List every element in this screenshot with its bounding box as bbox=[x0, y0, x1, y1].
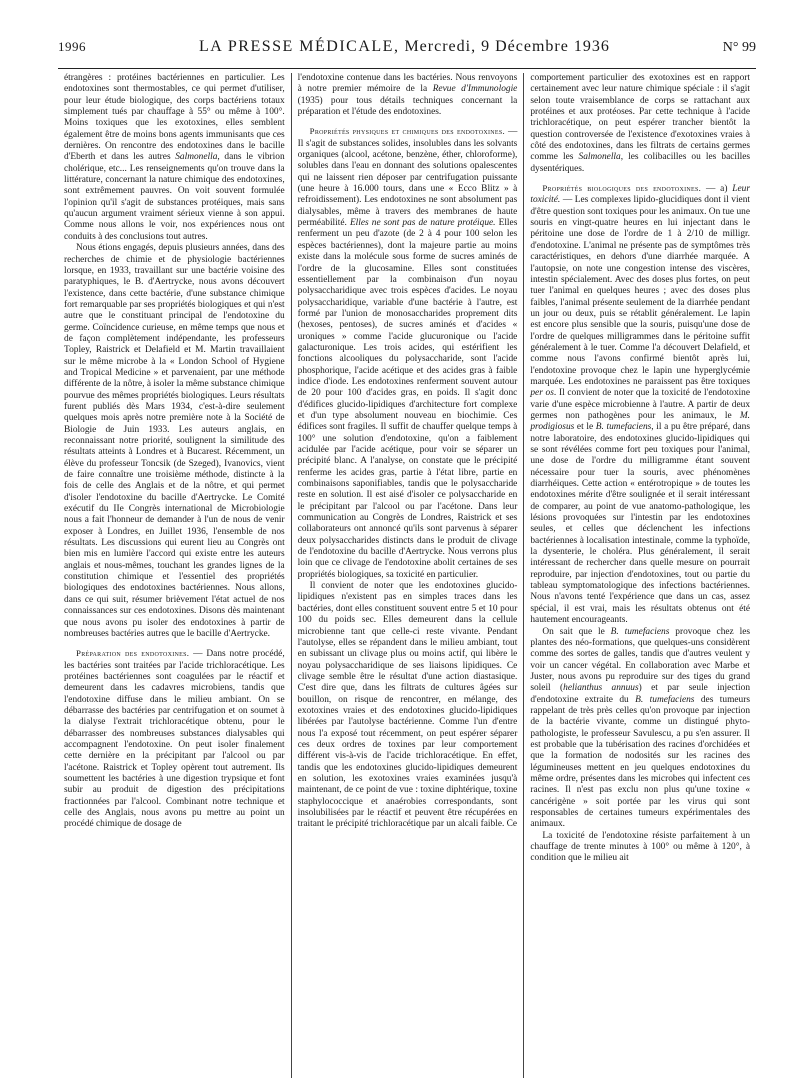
masthead bbox=[199, 38, 610, 56]
page-number: 1996 bbox=[58, 39, 86, 54]
section-heading: Propriétés biologiques des endotoxines. bbox=[542, 183, 702, 194]
paragraph: On sait que le B. tumefaciens provoque chez les plantes des néo-formations, que quelques-uns considèrent comme des sortes de galles, tandis que d'autres veulent y voir un cancer végétal. En collaboration avec Marbe et Juster, nous avons pu reproduire sur des tiges du grand soleil (helianthus annuus) et par seule injection d'endotoxine extraite du B. tumefaciens des tumeurs rappelant de très près celles qu'on provoque par injection de la bactérie vivante, comme un distingué phyto-pathologiste, le professeur Savulescu, a pu s'en assurer. Il est probable que la tubérisation des racines d'orchidées et que la formation de nodosités sur les racines des légumineuses mettent en jeu quelques endotoxines du même ordre, présentes dans les microbes qui infectent ces racines. Il n'est pas exclu non plus qu'une toxine « cancérigène » soit portée par les virus qui sont responsables de certaines tumeurs expérimentales des animaux. bbox=[530, 626, 751, 830]
section-paragraph: Préparation des endotoxines. — Dans notre procédé, les bactéries sont traitées par l'acide trichloracétique. Les protéines bactériennes sont coagulées par le réactif et demeurent dans les cadavres microbiens, tandis que l'endotoxine diffuse dans le milieu ambiant. On se débarrasse des bactéries par centrifugation et on soumet à la dialyse l'extrait trichloracétique obtenu, pour le débarrasser des nombreuses substances dialysables qui accompagnent l'endotoxine. On peut isoler finalement cette dernière en la précipitant par l'alcool ou par l'acétone. Raistrick et Topley opèrent tout autrement. Ils soumettent les bactéries à une digestion trypsique et font subir au produit de digestion des précipitations fractionnées par l'alcool. Combinant notre technique et celle des Anglais, nous avons pu mettre au point un procédé chimique de dosage de bbox=[64, 648, 285, 830]
section-paragraph: Propriétés physiques et chimiques des endotoxines. — Il s'agit de substances solides, insolubles dans les solvants organiques (alcool, acétone, benzène, éther, chloroforme), solubles dans l'eau en donnant des solutions opalescentes qui ne laissent rien déposer par centrifugation puissante (une heure à 16.000 tours, dans une « Ecco Blitz » à refroidissement). Les endotoxines ne sont absolument pas dialysables, même à travers des membranes de haute perméabilité. Elles ne sont pas de nature protéique. Elles renferment un peu d'azote (de 2 à 4 pour 100 selon les espèces bactériennes), dont la majeure partie au moins existe dans la molécule sous forme de sucres aminés de l'ordre de la glucosamine. Elles sont constituées essentiellement par la combinaison d'un noyau polysaccharidique avec trois espèces d'acides. Le noyau polysaccharidique, variable d'une bactérie à l'autre, est formé par l'union de monosaccharides proprement dits (hexoses, pentoses), de sucres aminés et d'acides « uroniques » comme l'acide glucuronique ou l'acide galacturonique. Les trois acides, qui estérifient les fonctions alcooliques du polysaccharide, sont l'acide phosphorique, l'acide acétique et des acides gras à faible indice d'iode. Les endotoxines renferment souvent autour de 20 pour 100 d'acides gras, en poids. Il s'agit donc d'édifices glucido-lipidiques d'architecture fort complexe et d'un type absolument nouveau en biochimie. Ces édifices sont fragiles. Il suffit de chauffer quelque temps à 100° une solution d'endotoxine, qu'on a faiblement acidulée par l'acide acétique, pour voir se séparer un précipité blanc. A l'analyse, on constate que le précipité renferme les acides gras, partie à l'état libre, partie en combinaisons saponifiables, tandis que le polysaccharide reste en solution. Il est aisé d'isoler ce polysaccharide en le précipitant par l'alcool ou par l'acétone. Dans leur communication au Congrès de Londres, Raistrick et ses collaborateurs ont annoncé qu'ils sont parvenus à séparer deux polysaccharides distincts dans le produit de clivage de l'endotoxine du bacille d'Aertrycke. Nous verrons plus loin que ce clivage de l'endotoxine abolit certaines de ses propriétés biologiques, sa toxicité en particulier. bbox=[297, 126, 518, 580]
issue-date: Mercredi, 9 Décembre 1936 bbox=[404, 38, 610, 55]
column-2 bbox=[291, 73, 524, 1078]
paragraph: l'endotoxine contenue dans les bactéries. Nous renvoyons à notre premier mémoire de la Revue d'Immunologie (1935) pour tous détails techniques concernant la préparation et l'étude des endotoxines. bbox=[297, 73, 518, 118]
column-1 bbox=[58, 73, 291, 1078]
article-columns bbox=[58, 73, 756, 1078]
section-heading: Propriétés physiques et chimiques des endotoxines. bbox=[309, 126, 506, 137]
section-paragraph: Propriétés biologiques des endotoxines. — a) Leur toxicité. — Les complexes lipido-glucidiques dont il vient d'être question sont toxiques pour les animaux. On tue une souris en vingt-quatre heures en lui injectant dans le péritoine une dose de l'ordre de 1 à 2/10 de milligr. d'endotoxine. L'animal ne présente pas de symptômes très caractéristiques, en dehors d'une diarrhée marquée. A l'autopsie, on note une congestion intense des viscères, intestin spécialement. Avec des doses plus fortes, on peut tuer l'animal en quelques heures ; avec des doses plus faibles, l'animal présente seulement de la diarrhée pendant un jour ou deux, puis se rétablit généralement. Le lapin est encore plus sensible que la souris, puisqu'une dose de l'ordre de quelques milligrammes dans le péritoine suffit généralement à le tuer. Comme l'a découvert Delafield, et comme nous l'avons confirmé bientôt après lui, l'endotoxine provoque chez le lapin une hyperglycémie marquée. Les endotoxines ne paraissent pas être toxiques per os. Il convient de noter que la toxicité de l'endotoxine varie d'une espèce microbienne à l'autre. A partir de deux germes non pathogènes pour les animaux, le M. prodigiosus et le B. tumefaciens, il a pu être préparé, dans notre laboratoire, des endotoxines glucido-lipidiques qui se sont révélées comme fort peu toxiques pour l'animal, une dose de l'ordre du milligramme étant souvent nécessaire pour tuer la souris, avec phénomènes diarrhéiques. Cette action « entérotropique » de toutes les endotoxines mérite d'être soulignée et il serait intéressant de comparer, au point de vue anatomo-pathologique, les lésions provoquées sur l'intestin par les endotoxines seules, et celles que déclenchent les infections bactériennes à localisation intestinale, comme la typhoïde, la dysenterie, le choléra. Plus généralement, il serait intéressant de rechercher dans quelle mesure on pourrait reproduire, par injection d'endotoxines, tout ou partie du tableau symptomatologique des infections bactériennes. Nous n'avons tenté l'expérience que dans un cas, assez spécial, il est vrai, mais les résultats obtenus ont été hautement encourageants. bbox=[530, 183, 751, 626]
paragraph: Il convient de noter que les endotoxines glucido-lipidiques n'existent pas en simples traces dans les bactéries, dont elles constituent souvent entre 5 et 10 pour 100 du poids sec. Elles demeurent dans la cellule microbienne tant que celle-ci reste vivante. Pendant l'autolyse, elles se répandent dans le milieu ambiant, tout en subissant un clivage plus ou moins actif, qui libère le noyau polysaccharidique de ses liaisons lipidiques. Ce clivage semble être le résultat d'une action diastasique. C'est dire que, dans les filtrats de cultures âgées sur bouillon, on risque de rencontrer, en mélange, des exotoxines vraies et des endotoxines glucido-lipidiques libérées par l'autolyse bactérienne. Comme l'un d'entre nous l'a exposé tout récemment, on peut espérer séparer ces deux ordres de toxines par leur comportement différent vis-à-vis de l'acide trichloracétique. En effet, tandis que les endotoxines glucido-lipidiques demeurent en solution, les exotoxines vraies examinées jusqu'à maintenant, de ce point de vue : toxine diphtérique, toxine staphylococcique et anaérobies correspondants, sont insolubilisées par le réactif et peuvent être récupérées en traitant le précipité trichloracétique par un alcali faible. Ce bbox=[297, 581, 518, 830]
issue-number: N° 99 bbox=[722, 40, 756, 55]
paragraph: Nous étions engagés, depuis plusieurs années, dans des recherches de chimie et de physiologie bactériennes lorsque, en 1933, travaillant sur une bactérie voisine des paratyphiques, le B. d'Aertrycke, nous avons découvert l'existence, dans cette bactérie, d'une substance chimique fort remarquable par ses propriétés biologiques et qui n'est autre que le constituant principal de l'endotoxine du germe. Coïncidence curieuse, en même temps que nous et de façon complètement indépendante, les professeurs Topley, Raistrick et Delafield et M. Martin travaillaient sur le même microbe à la « London School of Hygiene and Tropical Medicine » et parvenaient, par une méthode différente de la nôtre, à isoler la même substance chimique pourvue des mêmes propriétés biologiques. Leurs résultats furent publiés dès Mars 1934, c'est-à-dire seulement quelques mois après notre première note à la Société de Biologie de Juin 1933. Les auteurs anglais, en reconnaissant notre priorité, soulignent la similitude des résultats atteints à Londres et à Bucarest. Récemment, un élève du professeur Toncsik (de Szeged), Ivanovics, vient de faire connaître une troisième méthode, distincte à la fois de celle des Anglais et de la nôtre, et qui permet d'isoler l'endotoxine du bacille d'Aertrycke. Le Comité exécutif du IIe Congrès international de Microbiologie nous a fait l'honneur de demander à l'un de nous de venir exposer à Londres, en Juillet 1936, l'ensemble de nos résultats. Les discussions qui eurent lieu au Congrès ont bien mis en lumière l'accord qui existe entre les auteurs anglais et nous-mêmes, touchant les grandes lignes de la constitution chimique et l'essentiel des propriétés biologiques des endotoxines bactériennes. Nous allons, dans ce qui suit, résumer brièvement l'état actuel de nos connaissances sur ces endotoxines. Disons dès maintenant que nous avons pu isoler des endotoxines à partir de nombreuses bactéries autres que le bacille d'Aertrycke. bbox=[64, 243, 285, 639]
header-rule bbox=[58, 68, 756, 69]
section-heading: Préparation des endotoxines. bbox=[76, 648, 190, 659]
paragraph: comportement particulier des exotoxines est en rapport certainement avec leur nature chimique spéciale : il s'agit selon toute vraisemblance de corps se rattachant aux protéines et aux protéoses. Par cette technique à l'acide trichloracétique, on peut espérer trancher bientôt la question controversée de l'existence d'exotoxines vraies à côté des endotoxines, dans les filtrats de certains germes comme les Salmonella, les colibacilles ou les bacilles dysentériques. bbox=[530, 73, 751, 174]
journal-title: LA PRESSE MÉDICALE, bbox=[198, 38, 400, 55]
column-3 bbox=[523, 73, 756, 1078]
paragraph: La toxicité de l'endotoxine résiste parfaitement à un chauffage de trente minutes à 100° ou même à 120°, à condition que le milieu ait bbox=[530, 830, 751, 864]
paragraph: étrangères : protéines bactériennes en particulier. Les endotoxines sont thermostables, ce qui permet d'utiliser, pour leur étude biologique, des corps bactériens totaux simplement tués par chauffage à 55° ou même à 100°. Moins toxiques que les exotoxines, elles semblent également être de moins bons agents immunisants que ces dernières. On rencontre des endotoxines dans le bacille d'Eberth et dans les autres Salmonella, dans le vibrion cholérique, etc... Les renseignements qu'on trouve dans la littérature, concernant la nature chimique des endotoxines, sont extrêmement pauvres. On voit souvent formulée l'opinion qu'il s'agit de substances protéiques, mais sans qu'aucun argument vraiment sérieux vienne à son appui. Comme nous allons le voir, nos expériences nous ont conduits à des conclusions tout autres. bbox=[64, 73, 285, 242]
running-header bbox=[58, 38, 756, 66]
